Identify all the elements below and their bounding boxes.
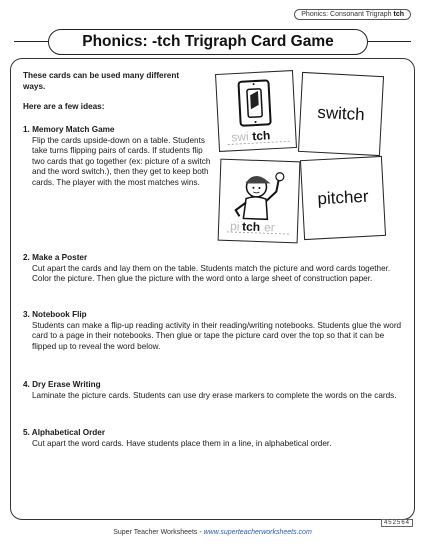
pitcher-picture-card: [218, 159, 301, 244]
footer-site: Super Teacher Worksheets -: [113, 529, 204, 536]
pitcher-traced-start: pi: [229, 219, 240, 234]
pitcher-traced-end: er: [263, 220, 275, 235]
page-title: Phonics: -tch Trigraph Card Game: [48, 29, 368, 55]
worksheet-code: 452564: [381, 519, 413, 527]
switch-picture-card: [215, 70, 297, 152]
topic-tag-bold: tch: [393, 11, 404, 18]
idea-body: Students can make a flip-up reading activity in their reading/writing notebooks. Students glue the word card to a page in their notebooks. Then glue or tape the picture card over the top so that it can be flipped up to reveal the word below.: [32, 320, 402, 351]
idea-heading: 5. Alphabetical Order: [23, 428, 106, 437]
idea-heading: 4. Dry Erase Writing: [23, 380, 101, 389]
baseball-pitcher-icon: [219, 160, 300, 243]
topic-tag-prefix: Phonics: Consonant Trigraph: [301, 11, 392, 18]
pitcher-tch-letters: tch: [241, 219, 261, 235]
footer: [0, 529, 425, 536]
switch-tch-letters: tch: [251, 128, 271, 144]
idea-heading: 3. Notebook Flip: [23, 310, 87, 319]
idea-make-poster: [23, 253, 408, 285]
idea-body: Cut apart the cards and lay them on the table. Students match the picture and word cards together. Color the picture. Then glue the picture with the word onto a large sheet of construction paper.: [32, 263, 391, 284]
footer-url[interactable]: www.superteacherworksheets.com: [203, 529, 312, 536]
idea-alphabetical-order: [23, 428, 408, 449]
switch-traced-letters: swi: [230, 129, 250, 145]
idea-body: Laminate the picture cards. Students can use dry erase markers to complete the words on the cards.: [32, 390, 397, 400]
topic-tag: [294, 9, 411, 20]
intro-text: These cards can be used many different ways.: [23, 71, 180, 91]
idea-heading: 1. Memory Match Game: [23, 125, 115, 134]
switch-word-card: switch: [298, 72, 384, 156]
idea-body: Cut apart the word cards. Have students place them in a line, in alphabetical order.: [32, 438, 332, 448]
idea-memory-match: [23, 125, 213, 189]
light-switch-icon: [216, 71, 296, 151]
ideas-heading: Here are a few ideas:: [23, 102, 105, 111]
idea-body: Flip the cards upside-down on a table. Students take turns flipping pairs of cards. If students flip two cards that go together (ex: picture of a switch and the word switch.), then they get to keep both cards. The player with the most matches wins.: [32, 135, 211, 187]
idea-heading: 2. Make a Poster: [23, 253, 88, 262]
idea-notebook-flip: [23, 310, 408, 352]
pitcher-word-card: pitcher: [300, 156, 386, 240]
idea-dry-erase: [23, 380, 408, 401]
